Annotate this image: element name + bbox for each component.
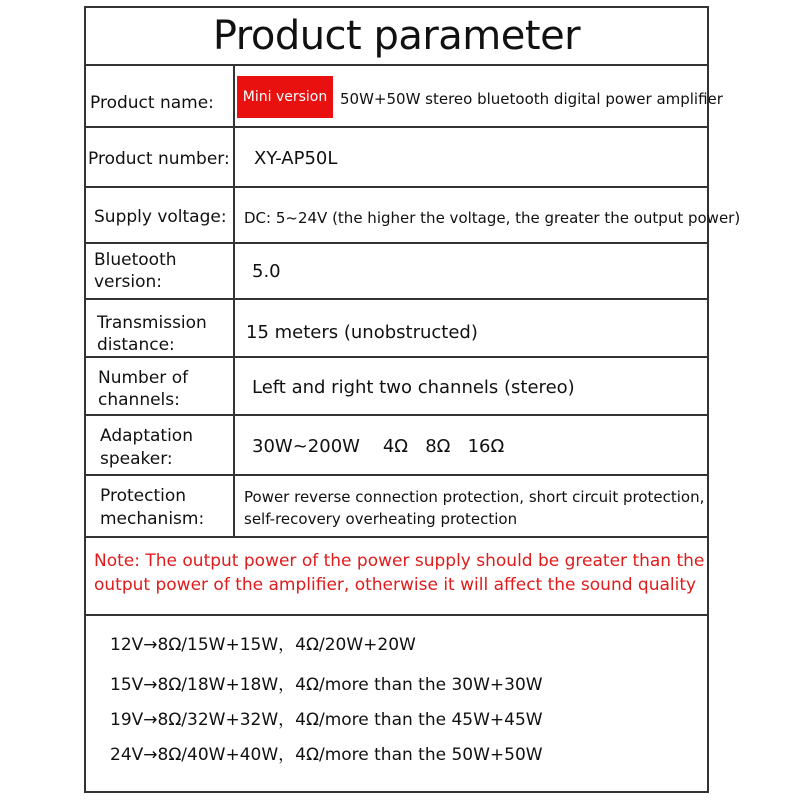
value-protection-line2: self-recovery overheating protection: [244, 510, 518, 528]
note-text: [94, 549, 704, 597]
page-title: Product parameter: [84, 6, 709, 66]
label-adaptation-line2: speaker:: [100, 449, 173, 469]
label-bluetooth-line1: Bluetooth: [94, 250, 177, 270]
value-supply-voltage: DC: 5~24V (the higher the voltage, the greater the output power): [244, 209, 741, 227]
note-line2: output power of the amplifier, otherwise it will affect the sound quality: [94, 575, 697, 595]
label-transmission-line2: distance:: [97, 335, 175, 355]
value-number-of-channels: Left and right two channels (stereo): [252, 377, 575, 398]
spec-line-15v: 15V→8Ω/18W+18W，4Ω/more than the 30W+30W: [110, 675, 543, 695]
label-product-number: Product number:: [88, 149, 230, 169]
spec-line-12v: 12V→8Ω/15W+15W，4Ω/20W+20W: [110, 635, 416, 655]
value-protection-line1: Power reverse connection protection, short circuit protection,: [244, 488, 705, 506]
value-product-name: 50W+50W stereo bluetooth digital power amplifier: [340, 90, 723, 108]
value-bluetooth-version: 5.0: [252, 261, 281, 282]
value-product-number: XY-AP50L: [254, 148, 338, 169]
spec-line-24v: 24V→8Ω/40W+40W，4Ω/more than the 50W+50W: [110, 745, 543, 765]
label-product-name: Product name:: [90, 93, 214, 113]
label-transmission-line1: Transmission: [97, 313, 207, 333]
label-protection-line1: Protection: [100, 486, 187, 506]
spec-line-19v: 19V→8Ω/32W+32W，4Ω/more than the 45W+45W: [110, 710, 543, 730]
label-adaptation-line1: Adaptation: [100, 426, 193, 446]
note-line1: Note: The output power of the power supply should be greater than the: [94, 551, 705, 571]
column-divider: [233, 66, 235, 538]
mini-version-badge: Mini version: [237, 76, 333, 118]
label-channels-line2: channels:: [98, 390, 180, 410]
label-bluetooth-line2: version:: [94, 272, 162, 292]
value-transmission-distance: 15 meters (unobstructed): [246, 322, 478, 343]
value-adaptation-speaker: 30W~200W 4Ω 8Ω 16Ω: [252, 436, 505, 457]
label-channels-line1: Number of: [98, 368, 189, 388]
label-protection-line2: mechanism:: [100, 509, 205, 529]
row-bluetooth-version: [84, 244, 709, 300]
label-supply-voltage: Supply voltage:: [94, 207, 227, 227]
